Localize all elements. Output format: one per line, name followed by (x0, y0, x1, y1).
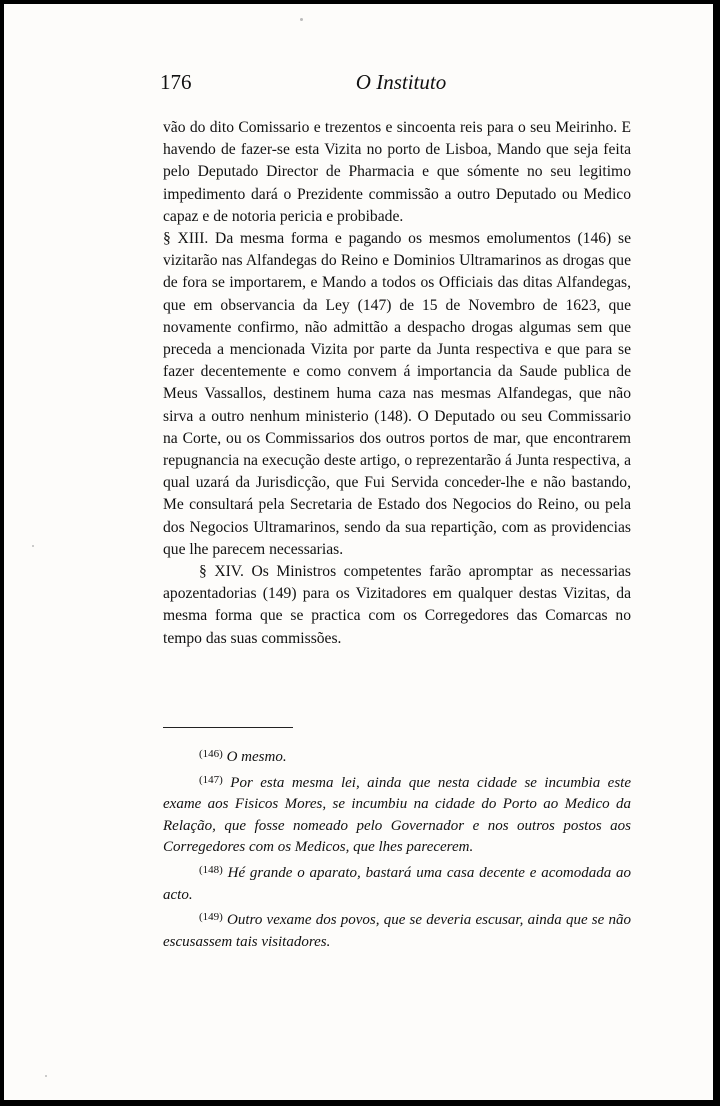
scan-speck (32, 545, 34, 547)
page-number: 176 (160, 70, 192, 94)
footnote-divider (163, 727, 293, 728)
footnotes (163, 744, 631, 954)
footnote (163, 744, 631, 769)
paragraph: § XIII. Da mesma forma e pagando os mesmos emolumentos (146) se vizitarão nas Alfandegas do Reino e Dominios Ultramarinos as drogas que de fora se importarem, e Mando a todos os Officiais das ditas Alfandegas, que em observancia da Ley (147) de 15 de Novembro de 1623, que novamente confirmo, não admittão a despacho drogas algumas sem que preceda a mencionada Vizita por parte da Junta respectiva e que para se fazer decentemente e como convem á importancia da Saude publica de Meus Vassallos, destinem huma caza nas mesmas Alfandegas, que não sirva a outro nenhum ministerio (148). O Deputado ou seu Commissario na Corte, ou os Commissarios dos outros portos de mar, que encontrarem repugnancia na execução deste artigo, o reprezentarão á Junta respectiva, a qual uzará da Jurisdicção, que Fui Servida conceder-lhe e não bastando, Me consultará pela Secretaria de Estado dos Negocios do Reino, ou pela dos Negocios Ultramarinos, sendo da sua repartição, com as providencias que lhe parecem necessarias. (163, 230, 631, 558)
footnote-text: Hé grande o aparato, bastará uma casa decente e acomodada ao acto. (163, 864, 632, 903)
scan-speck (300, 18, 303, 21)
paragraph: § XIV. Os Ministros competentes farão apromptar as necessarias apozentadorias (149) para os Vizitadores em qualquer destas Vizitas, da mesma forma que se practica com os Corregedores das Comarcas no tempo das suas commissões. (163, 563, 631, 647)
footnote (163, 907, 631, 953)
running-title: O Instituto (355, 70, 447, 94)
page-header (160, 70, 630, 98)
footnote-mark: (148) (199, 863, 223, 876)
paragraph: vão do dito Comissario e trezentos e sincoenta reis para o seu Meirinho. E havendo de fazer-se esta Vizita no porto de Lisboa, Mando que seja feita pelo Deputado Director de Pharmacia e que sómente no seu legitimo impedimento dará o Prezidente commissão a outro Deputado ou Medico capaz e de notoria pericia e probibade. (163, 119, 631, 225)
footnote-mark: (146) (199, 748, 223, 760)
main-text (163, 117, 631, 650)
footnote-mark: (147) (199, 773, 223, 786)
footnote-text: Outro vexame dos povos, que se deveria escusar, ainda que se não escusassem tais visitadores. (163, 912, 632, 950)
footnote (163, 770, 631, 859)
scan-speck (45, 1075, 47, 1077)
footnote (163, 860, 631, 906)
footnote-text: Por esta mesma lei, ainda que nesta cidade se incumbia este exame aos Fisicos Mores, se incumbiu na cidade do Porto ao Medico da Relação, que fosse nomeado pelo Governador e nos outros postos aos Corregedores com os Medicos, que lhes parecerem. (163, 774, 631, 856)
footnote-mark: (149) (199, 911, 223, 924)
footnote-text: O mesmo. (226, 749, 287, 765)
